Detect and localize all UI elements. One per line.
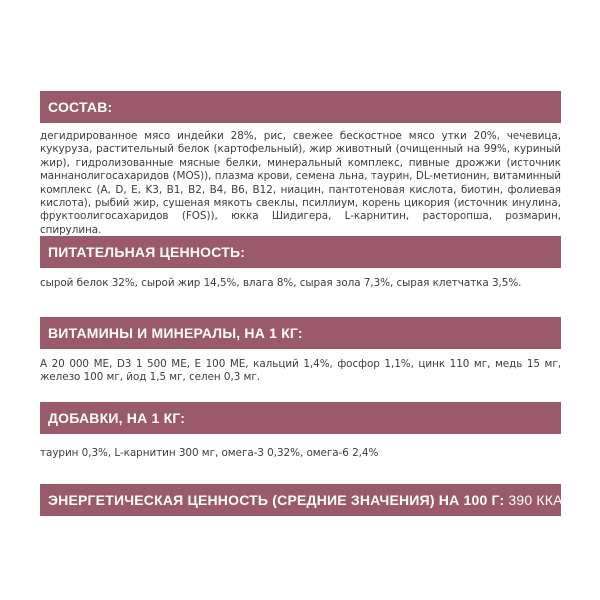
vitamins-text: A 20 000 ME, D3 1 500 ME, E 100 ME, кальций 1,4%, фосфор 1,1%, цинк 110 мг, медь 15 мг, железо 100 мг, йод 1,5 мг, селен 0,3 мг. xyxy=(40,358,561,384)
vitamins-heading xyxy=(40,317,561,349)
energy-value: 390 ККАЛ. xyxy=(508,492,577,508)
nutrition-text: сырой белок 32%, сырой жир 14,5%, влага 8%, сырая зола 7,3%, сырая клетчатка 3,5%. xyxy=(40,277,522,289)
nutrition-title: ПИТАТЕЛЬНАЯ ЦЕННОСТЬ: xyxy=(48,244,246,260)
nutrition-section xyxy=(40,236,561,290)
nutrition-heading xyxy=(40,236,561,268)
vitamins-title: ВИТАМИНЫ И МИНЕРАЛЫ, НА 1 КГ: xyxy=(48,325,303,341)
composition-heading xyxy=(40,91,561,123)
energy-section xyxy=(40,484,577,516)
vitamins-section xyxy=(40,317,561,385)
composition-section xyxy=(40,91,561,237)
additives-section xyxy=(40,402,561,460)
additives-title: ДОБАВКИ, НА 1 КГ: xyxy=(48,410,186,426)
energy-title: ЭНЕРГЕТИЧЕСКАЯ ЦЕННОСТЬ (СРЕДНИЕ ЗНАЧЕНИЯ) НА 100 Г: xyxy=(48,492,505,508)
additives-heading xyxy=(40,402,561,434)
composition-text: дегидрированное мясо индейки 28%, рис, свежее бескостное мясо утки 20%, чечевица, кукуруза, растительный белок (картофельный), жир животный (очищенный на 99%, куриный жир), гидролизованные мясные белки, минеральный комплекс, пивные дрожжи (источник маннанолигосахаридов (MOS)), плазма крови, семена льна, таурин, DL-метионин, витаминный комплекс (A, D, E, K3, B1, B2, B4, B6, B12, ниацин, пантотеновая кислота, биотин, фолиевая кислота), рыбий жир, сушеная мякоть свеклы, псиллиум, корень цикория (источник инулина, фруктоолигосахаридов (FOS)), юкка Шидигера, L-карнитин, расторопша, розмарин, спирулина. xyxy=(40,130,561,236)
composition-title: СОСТАВ: xyxy=(48,99,113,115)
additives-text: таурин 0,3%, L-карнитин 300 мг, омега-3 0,32%, омега-6 2,4% xyxy=(40,447,379,459)
energy-heading xyxy=(40,484,577,516)
